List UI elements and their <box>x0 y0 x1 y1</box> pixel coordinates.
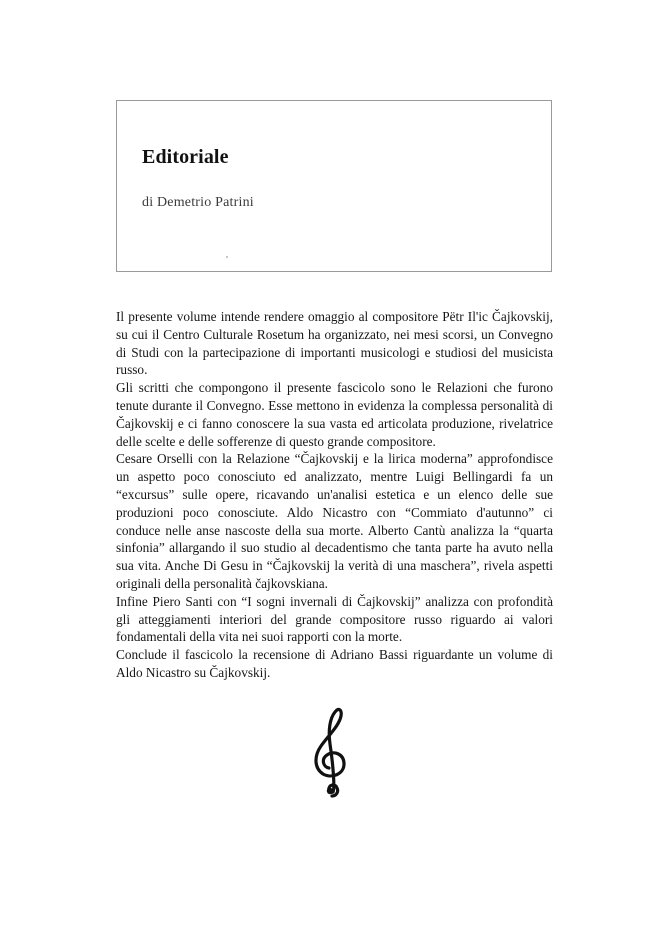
article-title: Editoriale <box>142 146 229 168</box>
header-frame <box>116 100 552 272</box>
article-byline: di Demetrio Patrini <box>142 195 254 210</box>
paragraph-intro: Il presente volume intende rendere omaggio al compositore Pëtr Il'ic Čajkovskij, su cui il Centro Culturale Rosetum ha organizzato, nei mesi scorsi, un Convegno di Studi con la partecipazione di importanti musicologi e studiosi del musicista russo. <box>116 309 553 378</box>
article-body <box>116 308 553 682</box>
print-speck <box>226 256 228 258</box>
paragraph-contributors: Cesare Orselli con la Relazione “Čajkovskij e la lirica moderna” approfondisce un aspetto poco conosciuto ed analizzato, mentre Luigi Bellingardi fa un “excursus” sulle opere, ricavando un'analisi estetica e un elenco delle sue produzioni poco conosciute. Aldo Nicastro con “Commiato d'autunno” ci conduce nelle anse nascoste della sua morte. Alberto Cantù analizza la “quarta sinfonia” allargando il suo studio al decadentismo che tanta parte ha avuto nella sua vita. Anche Di Gesu in “Čajkovskij la verità di una maschera”, rivela aspetti originali della personalità čajkovskiana. <box>116 451 553 591</box>
paragraph-conclusion: Conclude il fascicolo la recensione di Adriano Bassi riguardante un volume di Aldo Nicastro su Čajkovskij. <box>116 647 553 680</box>
paragraph-santi: Infine Piero Santi con “I sogni invernali di Čajkovskij” analizza con profondità gli atteggiamenti interiori del grande compositore russo riguardo ai valori fondamentali della vita nei suoi rapporti con la morte. <box>116 593 553 645</box>
paragraph-contents: Gli scritti che compongono il presente fascicolo sono le Relazioni che furono tenute durante il Convegno. Esse mettono in evidenza la complessa personalità di Čajkovskij e ci fanno conoscere la sua vasta ed articolata produzione, rivelatrice delle scelte e delle sofferenze di questo grande compositore. <box>116 380 553 449</box>
treble-clef-icon <box>306 704 352 800</box>
